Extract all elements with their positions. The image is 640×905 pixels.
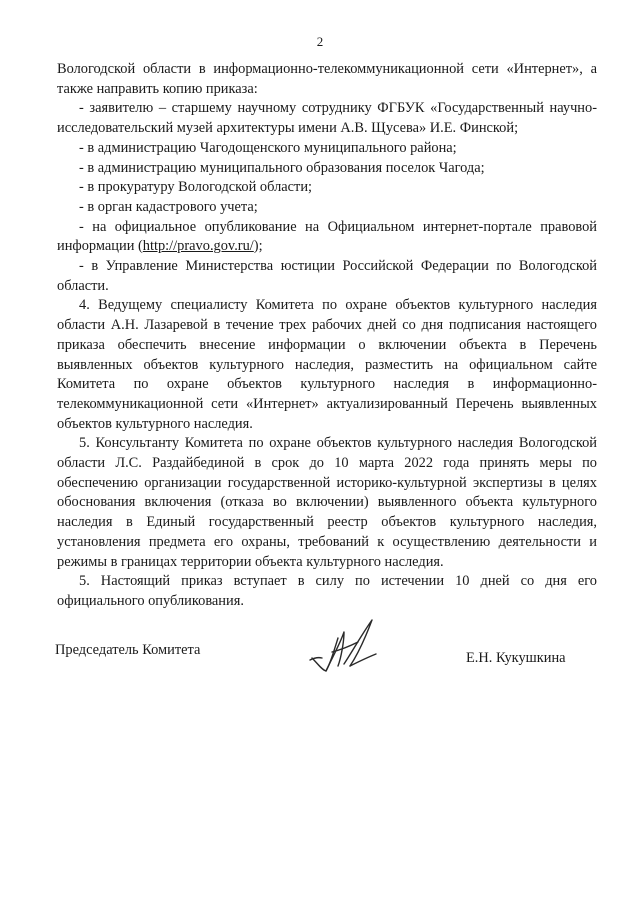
document-body xyxy=(57,60,597,612)
recipient-cadastre: - в орган кадастрового учета; xyxy=(79,198,258,215)
clause-4: 4. Ведущему специалисту Комитета по охране объектов культурного наследия области А.Н. Лазаревой в течение трех рабочих дней со дня подписания настоящего приказа обеспечить внесение информации о включении объекта в Перечень выявленных объектов культурного наследия, разместить на официальном сайте Комитета по охране объектов культурного наследия в информационно-телекоммуникационной сети «Интернет» актуализированный Перечень выявленных объектов культурного наследия. xyxy=(57,297,597,432)
recipient-applicant: - заявителю – старшему научному сотруднику ФГБУК «Государственный научно-исследовательский музей архитектуры имени А.В. Щусева» И.Е. Финской; xyxy=(57,100,597,137)
legal-portal-end: ); xyxy=(253,238,263,255)
recipient-settlement-admin: - в администрацию муниципального образования поселок Чагода; xyxy=(79,159,485,176)
page-number: 2 xyxy=(316,34,324,49)
signatory-title: Председатель Комитета xyxy=(55,642,201,658)
legal-portal-link[interactable]: http://pravo.gov.ru/ xyxy=(142,238,254,255)
signatory-name: Е.Н. Кукушкина xyxy=(466,650,566,666)
recipient-prosecutor: - в прокуратуру Вологодской области; xyxy=(79,179,313,196)
recipient-district-admin: - в администрацию Чагодощенского муниципального района; xyxy=(79,139,457,156)
handwritten-signature xyxy=(308,614,383,676)
recipient-legal-portal xyxy=(57,218,597,257)
recipient-justice-ministry: - в Управление Министерства юстиции Российской Федерации по Вологодской области. xyxy=(57,258,597,294)
legal-portal-text: - на официальное опубликование на Официальном интернет-портале правовой информации ( xyxy=(57,218,597,255)
clause-5-consultant: 5. Консультанту Комитета по охране объектов культурного наследия Вологодской области Л.С. Раздайбединой в срок до 10 марта 2022 года принять меры по обеспечению организации государственной историко-культурной экспертизы в целях обоснования включения (отказа во включении) выявленного объекта культурного наследия в Единый государственный реестр объектов культурного наследия, установления предмета его охраны, требований к осуществлению деятельности и режимы в границах территории объекта культурного наследия. xyxy=(57,435,597,570)
paragraph-continuation: Вологодской области в информационно-телекоммуникационной сети «Интернет», а также направить копию приказа: xyxy=(57,61,597,97)
clause-5-effective: 5. Настоящий приказ вступает в силу по истечении 10 дней со дня его официального опубликования. xyxy=(57,573,597,609)
